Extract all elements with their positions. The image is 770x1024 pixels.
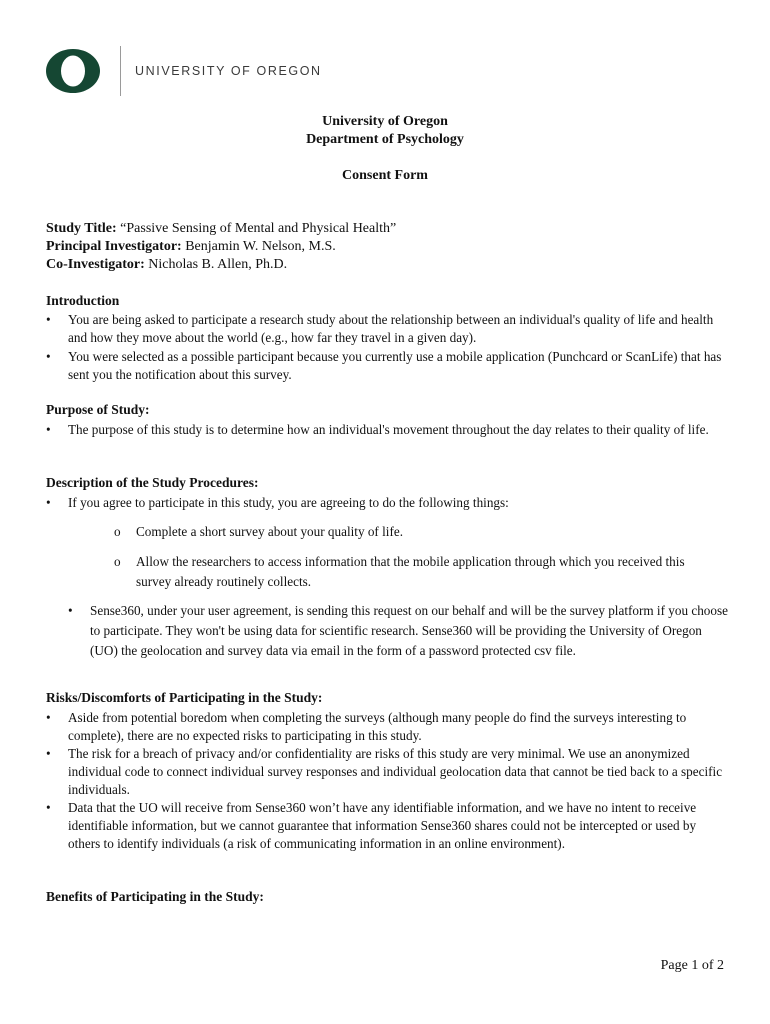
pi-line xyxy=(46,238,336,256)
procedures-sub-item-1: Complete a short survey about your quality of life. xyxy=(136,524,403,539)
list-item xyxy=(114,552,714,592)
header-institution: University of Oregon xyxy=(322,114,448,129)
study-title-value: “Passive Sensing of Mental and Physical Health” xyxy=(120,221,397,236)
oregon-o-logo-icon xyxy=(44,47,102,95)
pi-label: Principal Investigator: xyxy=(46,239,182,254)
bullet-icon: • xyxy=(46,495,51,510)
header-department: Department of Psychology xyxy=(306,132,464,147)
bullet-icon: • xyxy=(46,422,51,437)
list-item xyxy=(46,421,726,439)
university-logo xyxy=(44,46,322,96)
procedures-bullet-1: If you agree to participate in this study, you are agreeing to do the following things: xyxy=(68,495,509,510)
bullet-icon: • xyxy=(46,710,51,725)
purpose-bullet-1: The purpose of this study is to determine how an individual's movement throughout the day relates to their quality of life. xyxy=(68,422,709,437)
list-item xyxy=(114,522,714,542)
list-item xyxy=(46,494,726,512)
sub-bullet-icon: o xyxy=(114,554,121,569)
sub-bullet-icon: o xyxy=(114,524,121,539)
study-title-label: Study Title: xyxy=(46,221,117,236)
bullet-icon: • xyxy=(46,349,51,364)
study-title-line xyxy=(46,220,396,238)
procedures-sub-item-2: Allow the researchers to access information that the mobile application through which you received this survey already routinely collects. xyxy=(136,554,685,589)
coi-label: Co-Investigator: xyxy=(46,257,145,272)
bullet-icon: • xyxy=(46,746,51,761)
risks-heading: Risks/Discomforts of Participating in the Study: xyxy=(46,690,323,705)
list-item xyxy=(68,601,728,661)
risks-bullet-3: Data that the UO will receive from Sense360 won’t have any identifiable information, and we have no intent to receive identifiable information, but we cannot guarantee that information Sense360 shares could not be intercepted or used by others to identify individuals (a risk of communicating information in an online environment). xyxy=(68,800,697,851)
list-item xyxy=(46,311,726,347)
list-item xyxy=(46,348,726,384)
procedures-heading: Description of the Study Procedures: xyxy=(46,475,259,490)
risks-bullet-1: Aside from potential boredom when completing the surveys (although many people do find the surveys interesting to complete), there are no expected risks to participating in this study. xyxy=(68,710,687,743)
procedures-bullet-2: Sense360, under your user agreement, is sending this request on our behalf and will be the survey platform if you choose to participate. They won't be using data for scientific research. Sense360 will be providing the University of Oregon (UO) the geolocation and survey data via email in the form of a password protected csv file. xyxy=(90,603,728,658)
bullet-icon: • xyxy=(46,800,51,815)
purpose-heading: Purpose of Study: xyxy=(46,402,150,417)
benefits-heading: Benefits of Participating in the Study: xyxy=(46,889,264,904)
list-item xyxy=(46,709,726,745)
bullet-icon: • xyxy=(68,603,73,618)
introduction-heading: Introduction xyxy=(46,293,120,308)
logo-wordmark: UNIVERSITY OF OREGON xyxy=(135,64,322,78)
list-item xyxy=(46,745,726,799)
introduction-bullet-2: You were selected as a possible participant because you currently use a mobile application (Punchcard or ScanLife) that has sent you the notification about this survey. xyxy=(68,349,722,382)
list-item xyxy=(46,799,726,853)
risks-bullet-2: The risk for a breach of privacy and/or confidentiality are risks of this study are very minimal. We use an anonymized individual code to connect individual survey responses and individual geolocation data that cannot be tied back to a specific individuals. xyxy=(68,746,723,797)
coi-value: Nicholas B. Allen, Ph.D. xyxy=(148,257,288,272)
introduction-bullet-1: You are being asked to participate a research study about the relationship between an individual's quality of life and health and how they move about the world (e.g., how far they travel in a given day). xyxy=(68,312,714,345)
coi-line xyxy=(46,256,287,274)
form-title: Consent Form xyxy=(342,168,428,183)
page-number: Page 1 of 2 xyxy=(660,958,724,973)
logo-divider xyxy=(120,46,121,96)
pi-value: Benjamin W. Nelson, M.S. xyxy=(185,239,336,254)
bullet-icon: • xyxy=(46,312,51,327)
